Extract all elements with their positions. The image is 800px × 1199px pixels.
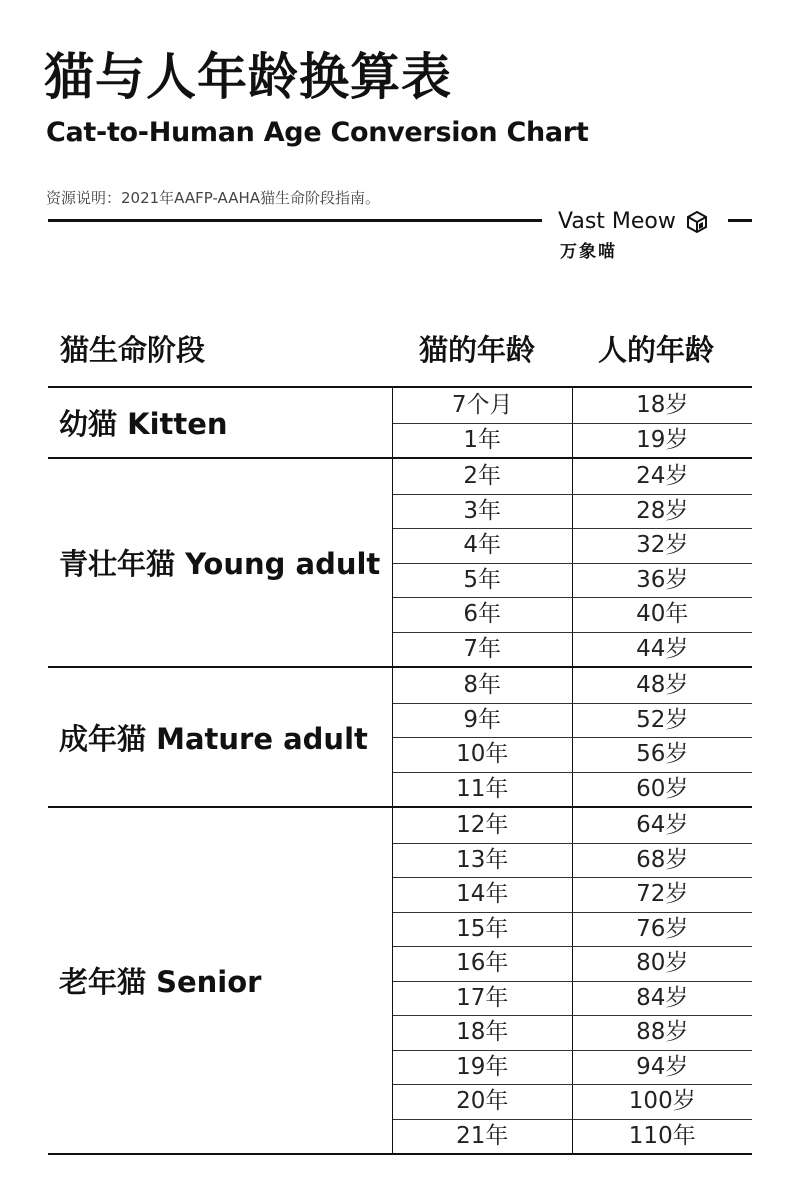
cat-age-cell: 9年 [393, 704, 573, 738]
age-conversion-table [48, 386, 752, 1155]
table-row [393, 388, 752, 423]
cat-age-cell: 17年 [393, 982, 573, 1016]
stage-label: 幼猫 Kitten [59, 407, 228, 441]
cat-age-cell: 15年 [393, 913, 573, 947]
cat-age-cell: 16年 [393, 947, 573, 981]
table-row [393, 946, 752, 981]
human-age-cell: 76岁 [636, 915, 689, 942]
stage-group [48, 668, 752, 808]
human-age-cell: 64岁 [636, 811, 689, 838]
human-age-cell: 110年 [628, 1122, 696, 1149]
stage-rows [392, 668, 752, 806]
table-row [393, 1050, 752, 1085]
cat-age-cell: 21年 [393, 1120, 573, 1154]
table-row [393, 1015, 752, 1050]
table-row [393, 1084, 752, 1119]
table-row [393, 912, 752, 947]
stage-rows [392, 459, 752, 666]
cat-age-cell: 19年 [393, 1051, 573, 1085]
table-row [393, 737, 752, 772]
cat-age-cell: 11年 [393, 773, 573, 807]
human-age-cell: 68岁 [636, 846, 689, 873]
table-row [393, 808, 752, 843]
cat-age-cell: 10年 [393, 738, 573, 772]
human-age-cell: 94岁 [636, 1053, 689, 1080]
brand-name-zh: 万象喵 [560, 242, 617, 262]
brand-logo [558, 208, 710, 236]
cat-age-cell: 2年 [393, 459, 573, 494]
stage-label: 老年猫 Senior [59, 965, 262, 999]
cat-age-cell: 6年 [393, 598, 573, 632]
stage-rows [392, 388, 752, 457]
cat-age-cell: 14年 [393, 878, 573, 912]
human-age-cell: 56岁 [636, 741, 689, 768]
stage-rows [392, 808, 752, 1153]
human-age-cell: 80岁 [636, 950, 689, 977]
human-age-cell: 72岁 [636, 881, 689, 908]
cat-age-cell: 13年 [393, 844, 573, 878]
cat-age-cell: 3年 [393, 495, 573, 529]
human-age-cell: 18岁 [636, 391, 689, 418]
human-age-cell: 24岁 [636, 462, 689, 489]
cat-age-cell: 12年 [393, 808, 573, 843]
column-header-stage: 猫生命阶段 [60, 333, 206, 367]
table-row [393, 772, 752, 807]
table-row [393, 981, 752, 1016]
table-row [393, 563, 752, 598]
human-age-cell: 32岁 [636, 532, 689, 559]
human-age-cell: 36岁 [636, 566, 689, 593]
human-age-cell: 28岁 [636, 497, 689, 524]
table-row [393, 494, 752, 529]
human-age-cell: 88岁 [636, 1019, 689, 1046]
human-age-cell: 40年 [636, 601, 689, 628]
page-subtitle: Cat-to-Human Age Conversion Chart [46, 117, 589, 148]
human-age-cell: 52岁 [636, 706, 689, 733]
source-note: 资源说明：2021年AAFP-AAHA猫生命阶段指南。 [46, 189, 381, 207]
cat-age-cell: 5年 [393, 564, 573, 598]
table-row [393, 423, 752, 458]
column-header-human-age: 人的年龄 [598, 333, 715, 367]
page-title: 猫与人年龄换算表 [44, 48, 452, 106]
table-row [393, 843, 752, 878]
cat-age-cell: 7年 [393, 633, 573, 667]
stage-group [48, 808, 752, 1155]
human-age-cell: 100岁 [628, 1088, 696, 1115]
cube-cat-icon [684, 209, 710, 235]
table-row [393, 632, 752, 667]
stage-group [48, 388, 752, 459]
brand-name: Vast Meow [558, 209, 676, 234]
stage-label: 青壮年猫 Young adult [59, 547, 381, 581]
human-age-cell: 48岁 [636, 671, 689, 698]
table-row [393, 528, 752, 563]
human-age-cell: 44岁 [636, 635, 689, 662]
cat-age-cell: 7个月 [393, 388, 573, 423]
table-row [393, 597, 752, 632]
cat-age-cell: 1年 [393, 424, 573, 458]
header-divider-end [728, 219, 752, 222]
table-row [393, 668, 752, 703]
cat-age-cell: 4年 [393, 529, 573, 563]
table-row [393, 1119, 752, 1154]
stage-group [48, 459, 752, 668]
stage-label: 成年猫 Mature adult [59, 721, 368, 756]
cat-age-cell: 8年 [393, 668, 573, 703]
cat-age-cell: 18年 [393, 1016, 573, 1050]
human-age-cell: 84岁 [636, 984, 689, 1011]
table-row [393, 703, 752, 738]
table-row [393, 459, 752, 494]
header-divider [48, 219, 542, 222]
column-header-cat-age: 猫的年龄 [419, 333, 536, 367]
cat-age-cell: 20年 [393, 1085, 573, 1119]
table-row [393, 877, 752, 912]
human-age-cell: 60岁 [636, 775, 689, 802]
human-age-cell: 19岁 [636, 426, 689, 453]
